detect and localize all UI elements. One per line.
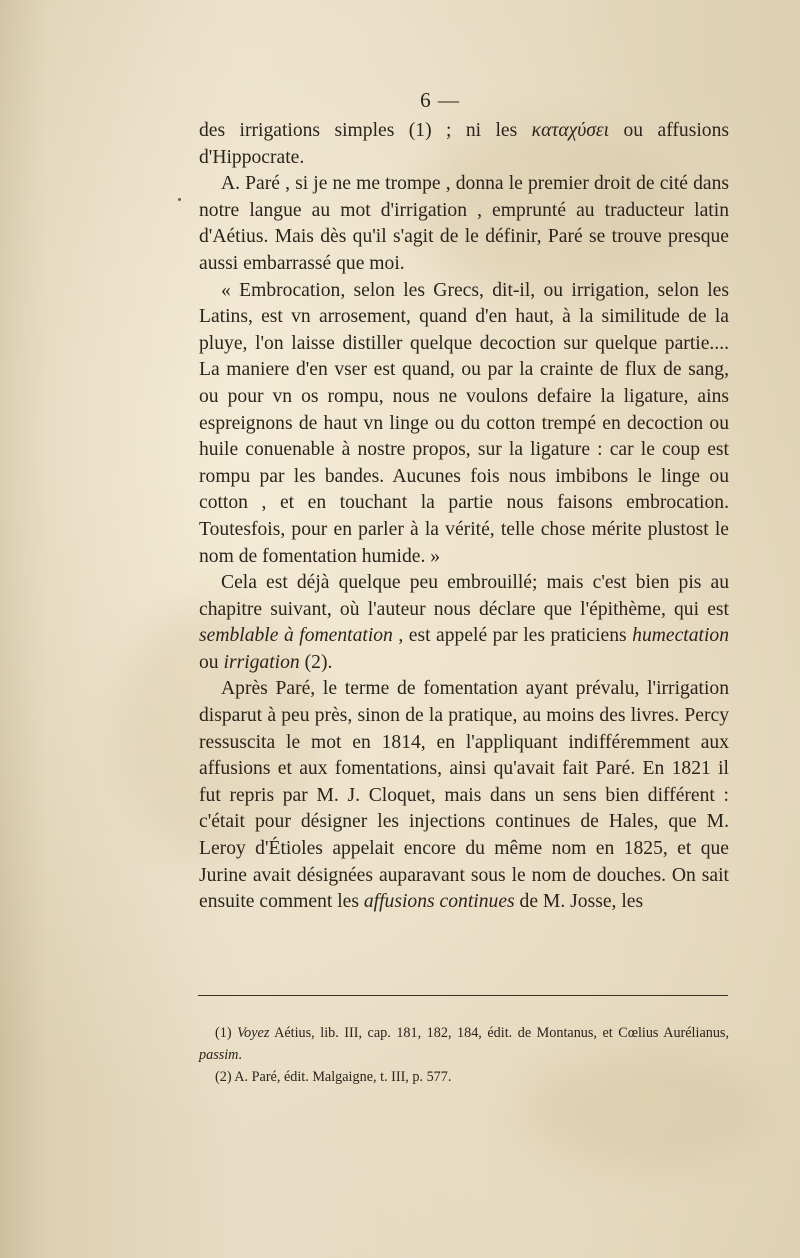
italic-phrase: affusions continues bbox=[363, 891, 515, 913]
paragraph-2: A. Paré , si je ne me trompe , donna le premier droit de cité dans notre langue au mot d'irrigation , emprunté au traducteur latin d'Aétius. Mais dès qu'il s'agit de le définir, Paré se trouve presque aussi embarrassé que moi. bbox=[199, 173, 729, 274]
ink-speck bbox=[178, 198, 181, 201]
italic-word: Voyez bbox=[237, 1025, 270, 1041]
text-run: Après Paré, le terme de fomentation ayant prévalu, l'irrigation disparut à peu près, sinon de la pratique, au moins des livres. Percy ressuscita le mot en 1814, en l'appliquant indifféremment aux affusions et aux fomentations, ainsi qu'avait fait Paré. En 1821 il fut repris par M. J. Cloquet, mais dans un sens bien différent : c'était pour désigner les injections continues de Hales, que M. Leroy d'Étioles appelait encore du même nom en 1825, et que Jurine avait désignées auparavant sous le nom de douches. On sait ensuite comment les bbox=[199, 678, 729, 913]
text-run: ou bbox=[199, 651, 224, 673]
footnote-2: (2) A. Paré, édit. Malgaigne, t. III, p. 577. bbox=[215, 1069, 452, 1085]
text-run: ou affusions d'Hippocrate. bbox=[199, 120, 729, 168]
text-run: , est appelé par les praticiens bbox=[392, 625, 633, 647]
footnotes bbox=[199, 1022, 729, 1088]
text-run: Aétius, lib. III, cap. 181, 182, 184, édit. de Montanus, et Cœlius Aurélianus, bbox=[269, 1025, 729, 1041]
footnote-rule bbox=[198, 995, 728, 996]
footnote-marker: (1) bbox=[215, 1025, 238, 1041]
text-run: . bbox=[238, 1047, 242, 1063]
page-number: 6 — bbox=[420, 88, 460, 112]
italic-word: passim bbox=[199, 1047, 239, 1063]
greek-word: καταχύσει bbox=[531, 120, 610, 141]
text-run: de M. Josse, les bbox=[514, 891, 644, 913]
italic-phrase: semblable à fomentation bbox=[199, 625, 393, 647]
text-run: Cela est déjà quelque peu embrouillé; mais c'est bien pis au chapitre suivant, où l'auteur nous déclare que l'épithème, qui est bbox=[199, 572, 729, 620]
paragraph-4 bbox=[199, 570, 729, 676]
body-text bbox=[199, 118, 729, 916]
paragraph-3-quotation: « Embrocation, selon les Grecs, dit-il, ou irrigation, selon les Latins, est vn arrosement, quand d'en haut, à la similitude de la pluye, l'on laisse distiller quelque decoction sur quelque partie.... La maniere d'en vser est quand, ou par la crainte de flux de sang, ou pour vn os rompu, nous ne voulons defaire la ligature, ains espreignons de haut vn linge ou du cotton trempé en decoction ou huile conuenable à nostre propos, sur la ligature : car le coup est rompu par les bandes. Aucunes fois nous imbibons le linge ou cotton , et en touchant la partie nous faisons embrocation. Toutesfois, pour en parler à la vérité, telle chose mérite plustost le nom de fomentation humide. » bbox=[199, 279, 729, 567]
italic-phrase: irrigation bbox=[223, 651, 300, 673]
paragraph-5 bbox=[199, 676, 729, 915]
text-run: (2). bbox=[299, 651, 333, 673]
italic-phrase: humectation bbox=[632, 625, 729, 647]
footnote-1 bbox=[199, 1022, 729, 1066]
paragraph-1 bbox=[199, 118, 729, 171]
text-run: des irrigations simples (1) ; ni les bbox=[199, 120, 532, 141]
